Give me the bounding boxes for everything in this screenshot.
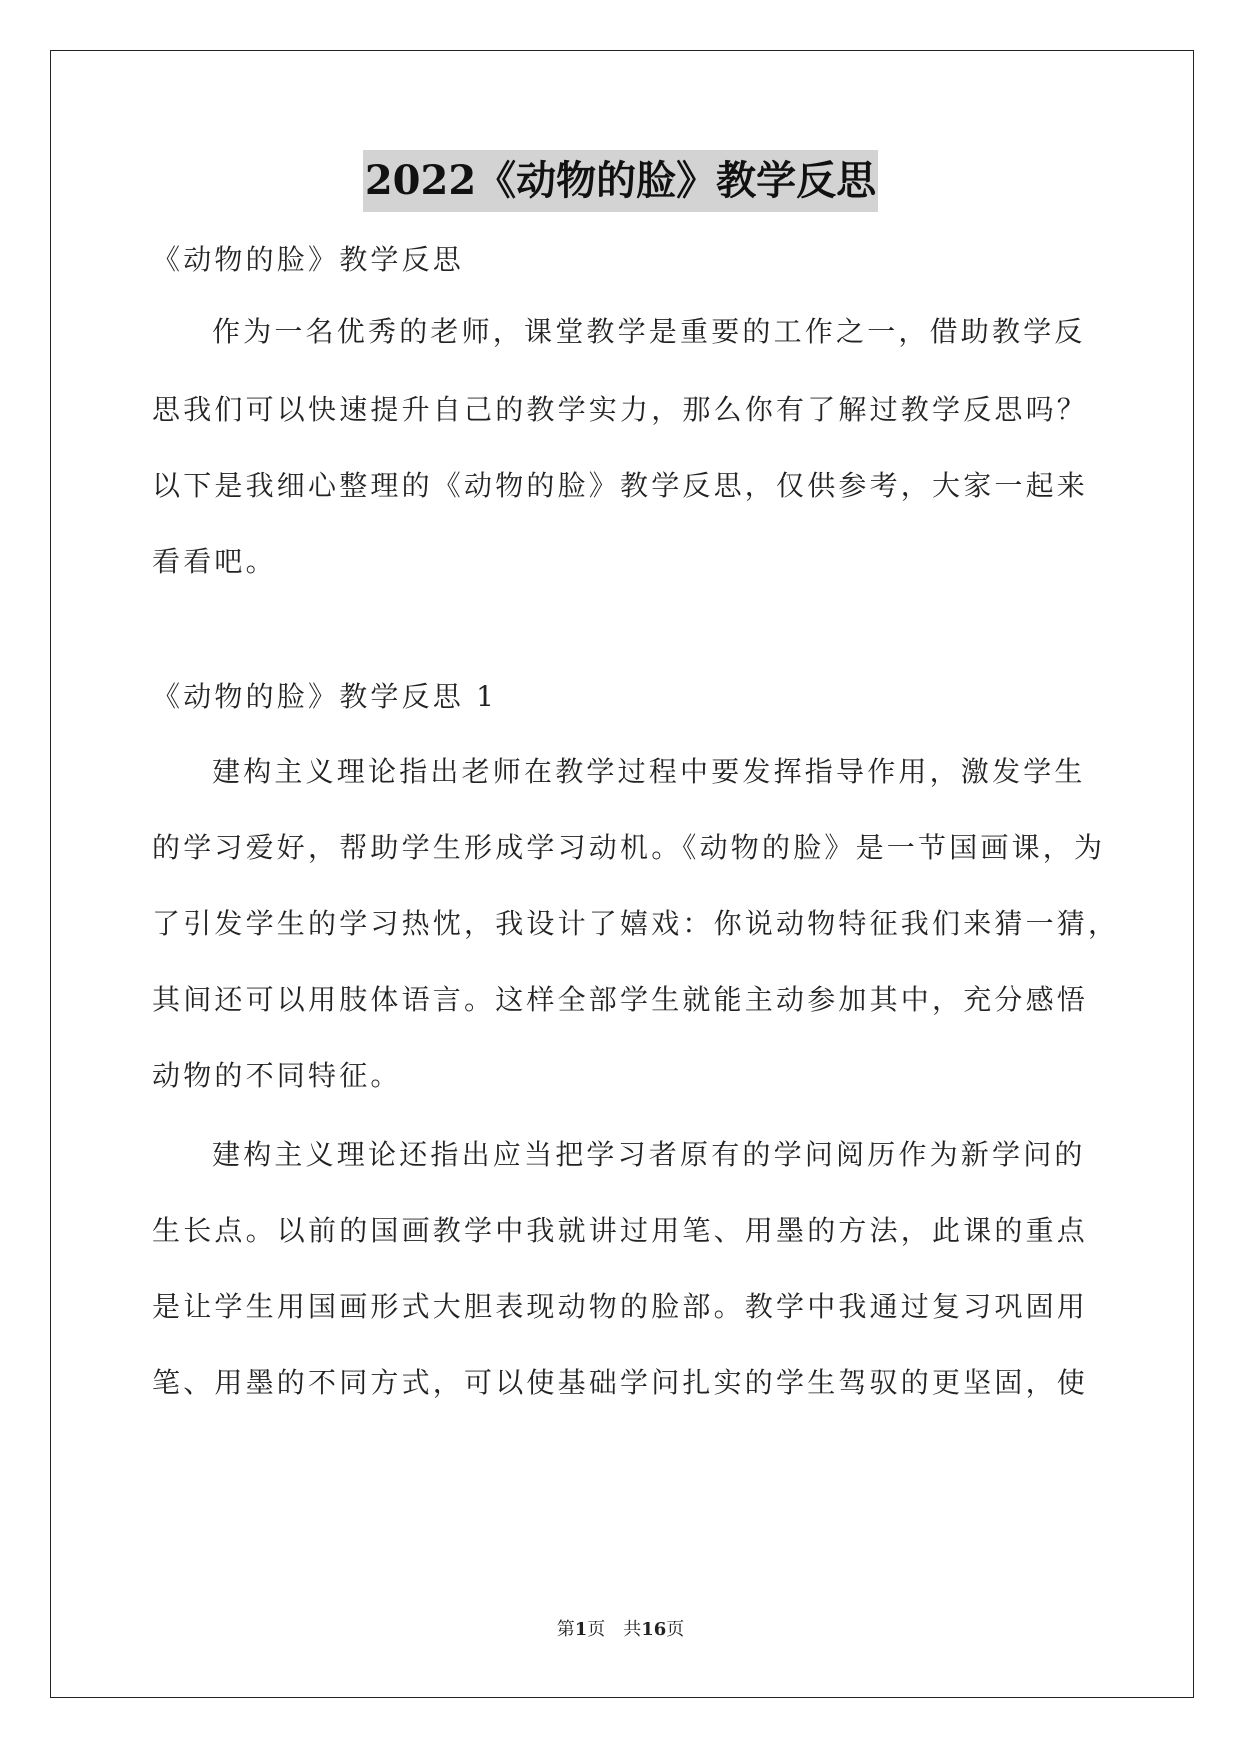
current-page-number: 1 [574,1619,588,1640]
title-container [0,150,1241,212]
page-footer [0,1615,1241,1641]
paragraph-line: 是让学生用国画形式大胆表现动物的脸部。教学中我通过复习巩固用 [152,1290,1089,1323]
paragraph-line: 的学习爱好，帮助学生形成学习动机。《动物的脸》是一节国画课，为 [152,831,1106,864]
page-border [50,50,1194,1698]
footer-mid: 页 共 [587,1619,642,1640]
document-subtitle: 《动物的脸》教学反思 [152,243,465,276]
paragraph-line: 其间还可以用肢体语言。这样全部学生就能主动参加其中，充分感悟 [152,983,1089,1016]
section-heading: 《动物的脸》教学反思 1 [152,680,498,713]
paragraph-line: 建构主义理论指出老师在教学过程中要发挥指导作用，激发学生 [212,755,1086,788]
intro-line: 作为一名优秀的老师，课堂教学是重要的工作之一，借助教学反 [212,315,1086,348]
paragraph-line: 生长点。以前的国画教学中我就讲过用笔、用墨的方法，此课的重点 [152,1214,1089,1247]
document-title: 2022《动物的脸》教学反思 [363,150,878,212]
intro-line: 思我们可以快速提升自己的教学实力，那么你有了解过教学反思吗？ [152,393,1089,426]
intro-line: 看看吧。 [152,545,277,578]
footer-suffix: 页 [666,1619,685,1640]
intro-line: 以下是我细心整理的《动物的脸》教学反思，仅供参考，大家一起来 [152,469,1089,502]
footer-prefix: 第 [556,1619,575,1640]
paragraph-line: 笔、用墨的不同方式，可以使基础学问扎实的学生驾驭的更坚固，使 [152,1366,1089,1399]
paragraph-line: 了引发学生的学习热忱，我设计了嬉戏：你说动物特征我们来猜一猜， [152,907,1120,940]
paragraph-line: 建构主义理论还指出应当把学习者原有的学问阅历作为新学问的 [212,1138,1086,1171]
total-pages-number: 16 [641,1619,667,1640]
paragraph-line: 动物的不同特征。 [152,1059,402,1092]
